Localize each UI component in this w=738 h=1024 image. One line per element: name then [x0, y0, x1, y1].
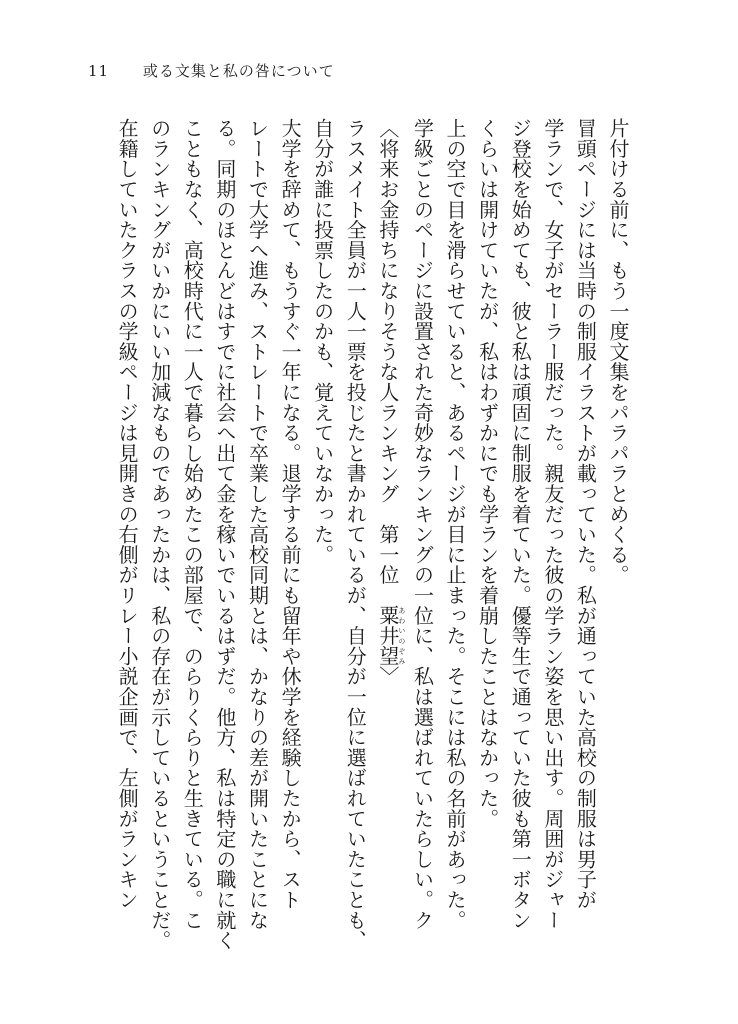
text-line: 学級ごとのページに設置された奇妙なランキングの一位に、私は選ばれていたらしい。ク: [410, 118, 435, 930]
text-line: る。同期のほとんどはすでに社会へ出て金を稼いでいるはずだ。他方、私は特定の職に就く: [212, 118, 237, 951]
text-line: レートで大学へ進み、ストレートで卒業した高校同期とは、かなりの差が開いたことにな: [245, 118, 270, 930]
text-line: 学ランで、女子がセーラー服だった。親友だった彼の学ラン姿を思い出す。周囲がジャー: [540, 118, 565, 930]
ranking-name-ruby: あわいのぞみ: [397, 605, 406, 667]
text-line: ラスメイト全員が一人一票を投じたと書かれているが、自分が一位に選ばれていたことも、: [343, 118, 368, 951]
running-title: 或る文集と私の咎について: [142, 62, 335, 80]
text-line: 上の空で目を滑らせていると、あるページが目に止まった。そこには私の名前があった。: [443, 118, 468, 930]
text-line: 冒頭ページには当時の制服イラストが載っていた。私が通っていた高校の制服は男子が: [573, 118, 598, 910]
vertical-body-text: [111, 118, 635, 978]
text-line: ジ登校を始めても、彼と私は頑固に制服を着ていた。優等生で通っていた彼も第一ボタン: [508, 118, 533, 930]
page-number: 11: [88, 62, 110, 80]
text-line: 自分が誰に投票したのかも、覚えていなかった。: [310, 118, 335, 565]
ranking-name: 粟井望あわいのぞみ: [375, 605, 406, 667]
text-line: 在籍していたクラスの学級ページは見開きの右側がリレー小説企画で、左側がランキン: [115, 118, 140, 910]
text-line: 片付ける前に、もう一度文集をパラパラとめくる。: [606, 118, 630, 585]
text-line: のランキングがいかにいい加減なものであったかは、私の存在が示しているということだ。: [147, 118, 172, 951]
text-line: くらいは開けていたが、私はわずかにでも学ランを着崩したことはなかった。: [475, 118, 500, 829]
ranking-label: 将来お金持ちになりそうな人ランキング 第一位: [375, 138, 400, 606]
running-header: [88, 60, 335, 81]
text-line: 大学を辞めて、もうすぐ一年になる。退学する前にも留年や休学を経験したから、スト: [278, 118, 303, 910]
text-line: こともなく、高校時代に一人で暮らし始めたこの部屋で、のらりくらりと生きている。こ: [180, 118, 205, 930]
ranking-title-line: 〈将来お金持ちになりそうな人ランキング 第一位 粟井望あわいのぞみ〉: [375, 118, 406, 687]
